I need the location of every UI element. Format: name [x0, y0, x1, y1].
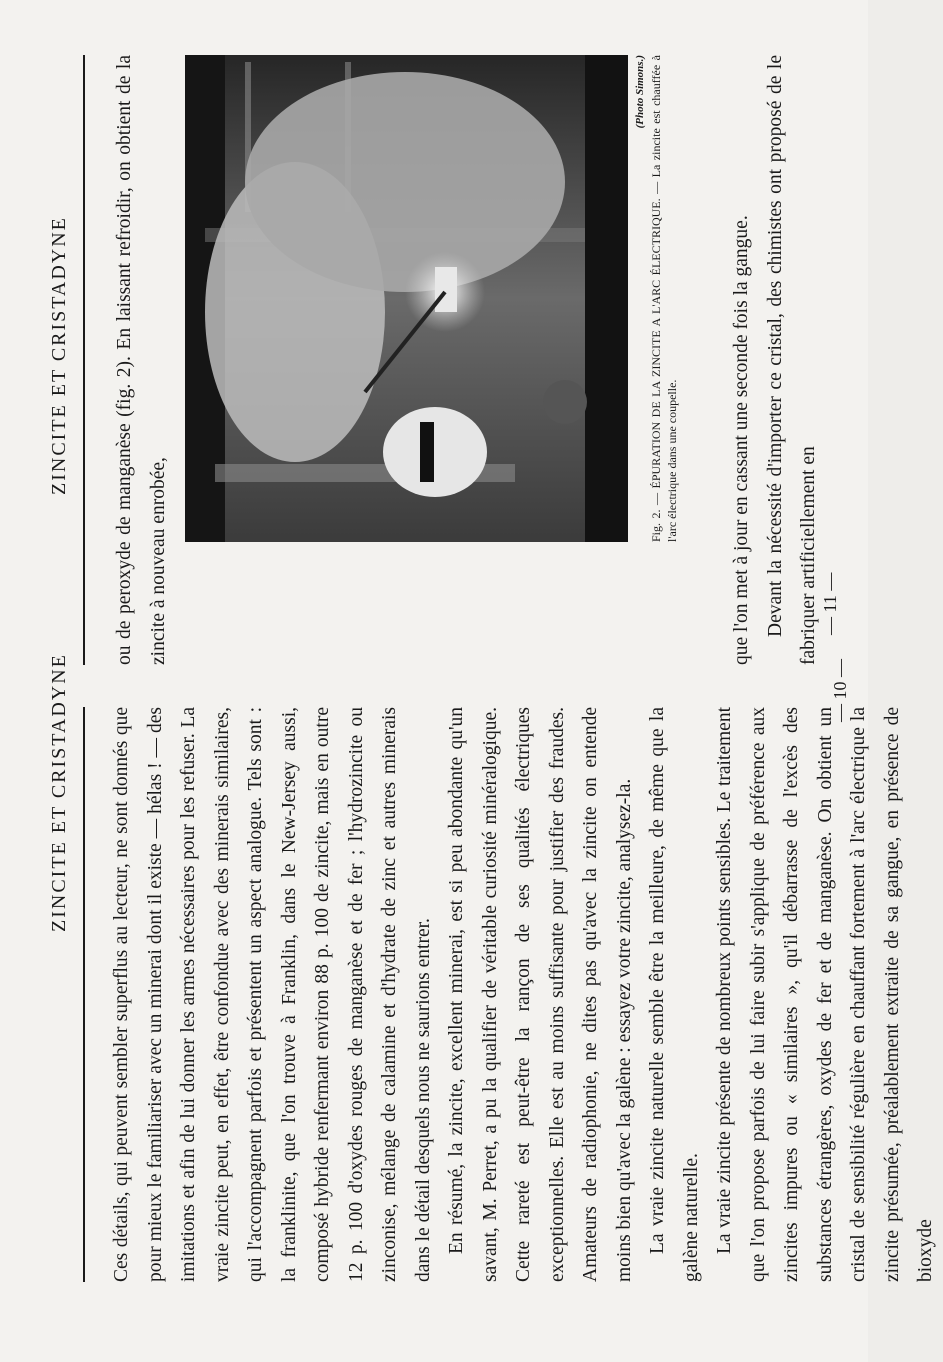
paragraph: que l'on met à jour en cassant une seconde fois la gangue. — [731, 215, 752, 665]
page-10 — [0, 653, 936, 1362]
paragraph: La vraie zincite naturelle semble être la meilleure, de même que la galène naturelle. — [647, 707, 702, 1282]
photo-illustration — [185, 55, 628, 542]
paragraph: Ces détails, qui peuvent sembler superflus au lecteur, ne sont donnés que pour mieux le familiariser avec un minerai dont il existe — hélas ! — des imitations et afin de lui donner les armes nécessaires pour les refuser. La vraie zincite peut, en effet, être confondue avec des minerais similaires, qui l'accompagnent parfois et présentent un aspect analogue. Tels sont : la franklinite, que l'on trouve à Franklin, dans le New-Jersey aussi, composé hybride renfermant environ 88 p. 100 de zincite, mais en outre 12 p. 100 d'oxydes rouges de manganèse et de fer ; l'hydrozincite ou zinconise, mélange de calamine et d'hydrate de zinc et autres minerais dans le détail desquels nous ne saurions entrer. — [111, 707, 434, 1282]
running-head: ZINCITE ET CRISTADYNE — [48, 653, 70, 932]
text-after-figure — [725, 55, 826, 665]
paragraph: En résumé, la zincite, excellent minerai, est si peu abondante qu'un savant, M. Perret, a pu la qualifier de véritable curiosité minéralogique. Cette rareté est peut-être la rançon de ses qualités électriques exceptionnelles. Elle est au moins suffisante pour justifier des fraudes. Amateurs de radiophonie, ne dites pas qu'avec la zincite on entende moins bien qu'avec la galène : essayez votre zincite, analysez-la. — [446, 707, 635, 1282]
paragraph: Devant la nécessité d'importer ce cristal, des chimistes ont proposé de le fabriquer artificiellement en — [764, 55, 819, 665]
paragraph: La vraie zincite présente de nombreux points sensibles. Le traitement que l'on propose parfois de lui faire subir s'applique de préférence aux zincites impures ou « similaires », qu'il débarrasse de l'excès des substances étrangères, oxydes de fer et de manganèse. On obtient un cristal de sensibilité régulière en chauffant fortement à l'arc électrique la zincite présumée, préalablement extraite de sa gangue, en présence de bioxyde — [714, 707, 936, 1282]
body-text — [105, 707, 943, 1282]
head-rule — [83, 55, 85, 665]
page-11 — [0, 0, 868, 665]
figure-photo — [185, 55, 628, 542]
figure-caption — [632, 55, 680, 542]
photo-credit: (Photo Simons.) — [634, 55, 646, 129]
head-rule — [83, 707, 85, 1282]
page-number: — 10 — — [830, 659, 850, 722]
page-number: — 11 — — [820, 572, 840, 635]
running-head: ZINCITE ET CRISTADYNE — [48, 216, 70, 495]
paragraph: ou de peroxyde de manganèse (fig. 2). En laissant refroidir, on obtient de la zincite à nouveau enrobée, — [114, 55, 169, 665]
caption-text: Fig. 2. — ÉPURATION DE LA ZINCITE A L'ARC ÉLECTRIQUE. — La zincite est chauffée à l'arc électrique dans une coupelle. — [649, 55, 679, 542]
text-before-figure — [108, 55, 175, 665]
